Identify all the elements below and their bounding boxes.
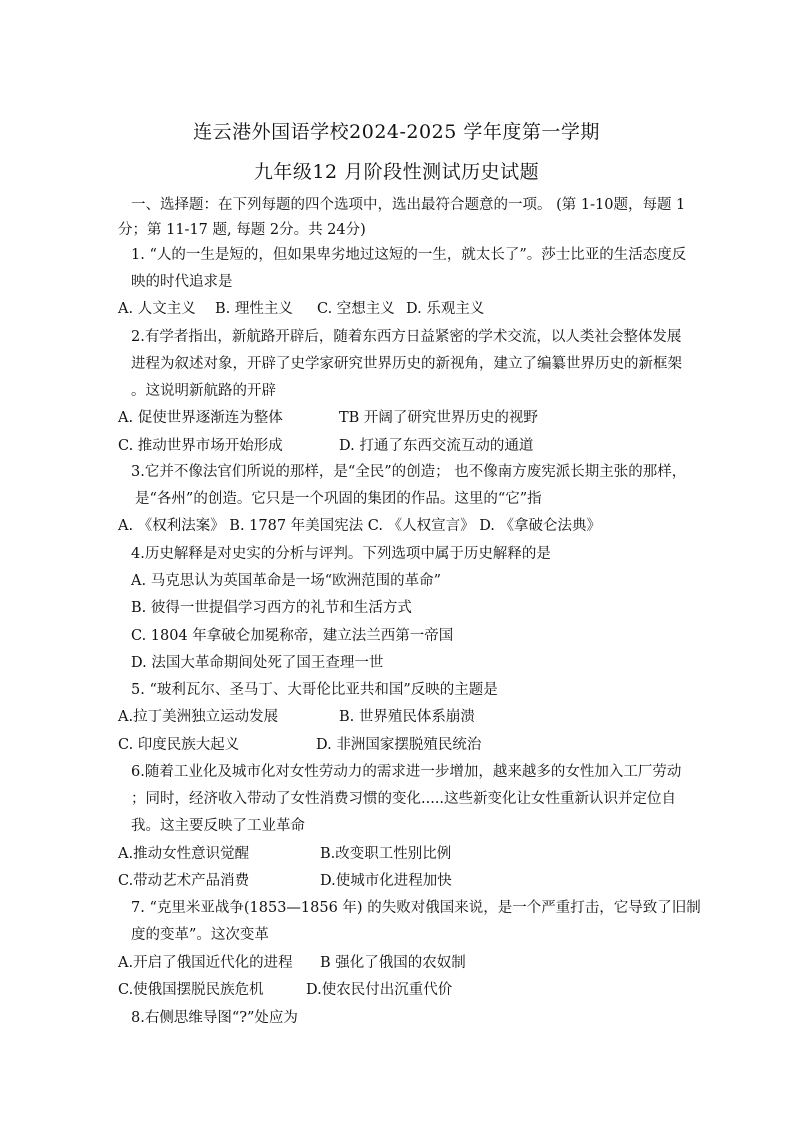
question-2-stem-line-3: 。这说明新航路的开辟 <box>131 383 276 399</box>
question-6-option-a: A.推动女性意识觉醒 <box>118 846 250 862</box>
section-instruction-line-2: 分；第 11-17 题, 每题 2分。共 24分) <box>118 222 366 238</box>
question-1-option-c: C. 空想主义 <box>317 301 395 317</box>
question-4-option-b: B. 彼得一世提倡学习西方的礼节和生活方式 <box>131 600 412 616</box>
question-2-stem-line-1: 2.有学者指出，新航路开辟后，随着东西方日益紧密的学术交流，以人类社会整体发展 <box>131 329 682 345</box>
question-6-option-c: C.带动艺术产品消费 <box>118 873 250 889</box>
question-1-stem-line-1: 1. “人的一生是短的，但如果卑劣地过这短的一生，就太长了”。莎士比亚的生活态度反 <box>131 247 687 263</box>
question-1-option-b: B. 理性主义 <box>215 301 293 317</box>
question-1-option-a: A. 人文主义 <box>118 301 196 317</box>
question-7-stem-line-2: 度的变革”。这次变革 <box>131 927 269 943</box>
question-6-stem-line-2: ；同时，经济收入带动了女性消费习惯的变化.....这些新变化让女性重新认识并定位自 <box>131 791 677 807</box>
question-7-option-b: B 强化了俄国的农奴制 <box>320 955 466 971</box>
question-1-stem-line-2: 映的时代追求是 <box>131 274 233 290</box>
question-5-option-d: D. 非洲国家摆脱殖民统治 <box>316 737 482 753</box>
question-3-options: A. 《权利法案》 B. 1787 年美国宪法 C. 《人权宣言》 D. 《拿破仑法典》 <box>118 518 602 534</box>
question-4-stem-line-1: 4.历史解释是对史实的分析与评判。下列选项中属于历史解释的是 <box>131 546 551 562</box>
question-8-stem-line-1: 8.右侧思维导图“?”处应为 <box>131 1010 298 1026</box>
question-6-option-d: D.使城市化进程加快 <box>320 873 452 889</box>
question-7-option-d: D.使农民付出沉重代价 <box>306 982 453 998</box>
question-1-option-d: D. 乐观主义 <box>406 301 485 317</box>
question-7-option-c: C.使俄国摆脱民族危机 <box>118 982 264 998</box>
question-2-option-b: TB 开阔了研究世界历史的视野 <box>339 410 538 426</box>
question-5-option-a: A.拉丁美洲独立运动发展 <box>118 709 279 725</box>
question-5-option-b: B. 世界殖民体系崩溃 <box>339 709 475 725</box>
question-5-option-c: C. 印度民族大起义 <box>118 737 240 753</box>
question-4-option-c: C. 1804 年拿破仑加冕称帝，建立法兰西第一帝国 <box>131 628 454 644</box>
question-6-option-b: B.改变职工性别比例 <box>320 846 452 862</box>
exam-subtitle: 九年级12 月阶段性测试历史试题 <box>253 161 540 183</box>
exam-title: 连云港外国语学校2024-2025 学年度第一学期 <box>193 121 600 143</box>
question-6-stem-line-1: 6.随着工业化及城市化对女性劳动力的需求进一步增加，越来越多的女性加入工厂劳动 <box>131 764 682 780</box>
question-2-stem-line-2: 进程为叙述对象，开辟了史学家研究世界历史的新视角，建立了编纂世界历史的新框架 <box>131 356 682 372</box>
question-5-stem-line-1: 5. “玻利瓦尔、圣马丁、大哥伦比亚共和国”反映的主题是 <box>131 682 498 698</box>
question-7-stem-line-1: 7. “克里米亚战争(1853—1856 年) 的失败对俄国来说，是一个严重打击，它导致了旧制 <box>131 900 701 916</box>
section-instruction-line-1: 一、选择题：在下列每题的四个选项中，选出最符合题意的一项。 (第 1-10题，每题 1 <box>131 197 686 213</box>
question-2-option-c: C. 推动世界市场开始形成 <box>118 438 283 454</box>
question-2-option-a: A. 促使世界逐渐连为整体 <box>118 410 283 426</box>
question-3-stem-line-2: 是“各州”的创造。它只是一个巩固的集团的作品。这里的“它”指 <box>135 491 542 507</box>
question-6-stem-line-3: 我。这主要反映了工业革命 <box>131 818 305 834</box>
question-4-option-d: D. 法国大革命期间处死了国王查理一世 <box>131 655 384 671</box>
question-2-option-d: D. 打通了东西交流互动的通道 <box>339 438 534 454</box>
question-4-option-a: A. 马克思认为英国革命是一场“欧洲范围的革命” <box>131 573 442 589</box>
question-3-stem-line-1: 3.它并不像法官们所说的那样，是“全民”的创造； 也不像南方废宪派长期主张的那样， <box>131 464 687 480</box>
question-7-option-a: A.开启了俄国近代化的进程 <box>118 955 293 971</box>
